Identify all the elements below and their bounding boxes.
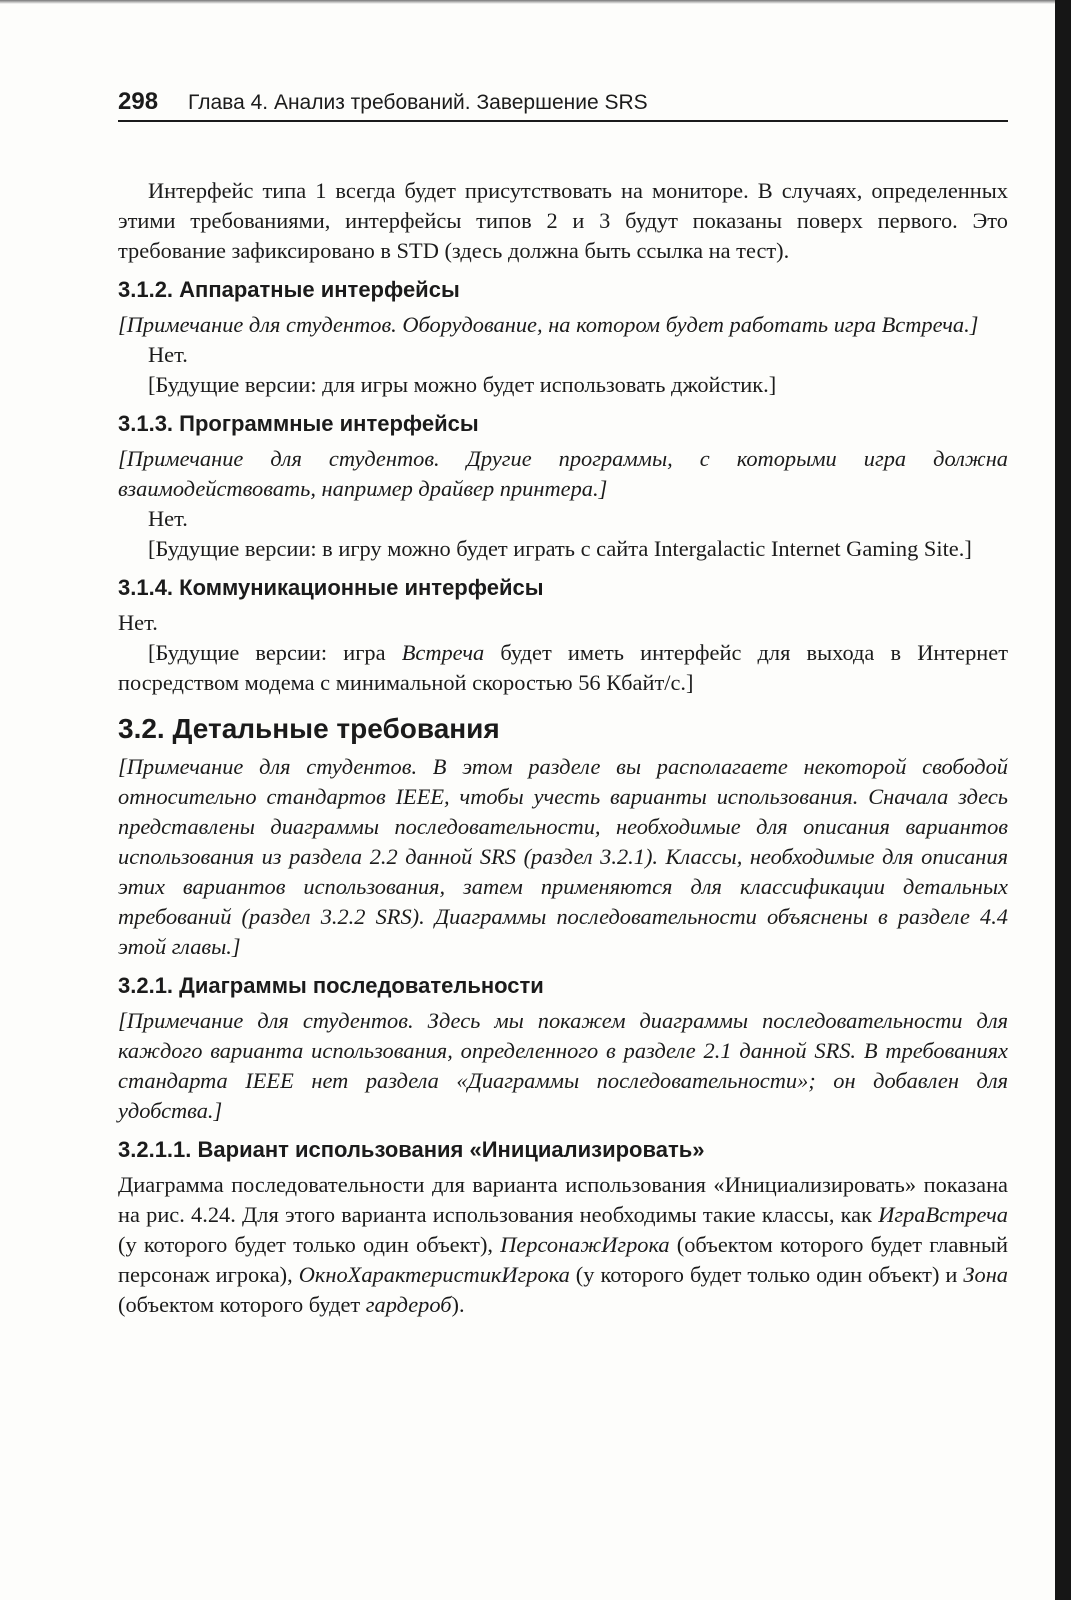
- heading-software-interfaces: 3.1.3. Программные интерфейсы: [118, 411, 479, 436]
- paragraph-interface-types: Интерфейс типа 1 всегда будет присутствовать на мониторе. В случаях, определенных этими требованиями, интерфейсы типов 2 и 3 будут показаны поверх первого. Это требование зафиксировано в STD (здесь должна быть ссылка на тест).: [118, 178, 1008, 263]
- scan-binding-edge: [1055, 0, 1071, 1600]
- note-sequence-diagrams: [Примечание для студентов. Здесь мы покажем диаграммы последовательности для каждого варианта использования, определенного в разделе 2.1 данной SRS. В требованиях стандарта IEEE нет раздела «Диаграммы последовательности»; он добавлен для удобства.]: [118, 1008, 1008, 1123]
- text-run-italic: Зона: [963, 1262, 1008, 1287]
- paragraph-future-versions: [118, 638, 1008, 698]
- heading-detailed-requirements: 3.2. Детальные требования: [118, 713, 500, 744]
- paragraph-none: Нет.: [118, 610, 158, 635]
- text-run-italic: гардероб: [365, 1292, 452, 1317]
- text-run: будет иметь интерфейс для выхода в Интернет посредством модема с минимальной скоростью 56 Кбайт/с.]: [118, 640, 1008, 695]
- note-detailed-requirements: [Примечание для студентов. В этом разделе вы располагаете некоторой свободой относительно стандартов IEEE, чтобы учесть варианты использования. Сначала здесь представлены диаграммы последовательности, необходимые для описания вариантов использования из раздела 2.2 данной SRS (раздел 3.2.1). Классы, необходимые для описания этих вариантов использования, затем применяются для классификации детальных требований (раздел 3.2.2 SRS). Диаграммы последовательности объяснены в разделе 4.4 этой главы.]: [118, 754, 1008, 959]
- book-page: [118, 88, 1008, 1320]
- heading-communication-interfaces: 3.1.4. Коммуникационные интерфейсы: [118, 575, 544, 600]
- text-run: ).: [451, 1292, 465, 1317]
- page-body: [118, 176, 1008, 1320]
- paragraph-future-versions: [Будущие версии: для игры можно будет использовать джойстик.]: [148, 372, 777, 397]
- text-run-italic: Встреча: [401, 640, 485, 665]
- scan-top-edge: [0, 0, 1071, 4]
- text-run: (у которого будет только один объект) и: [569, 1262, 964, 1287]
- running-header: [118, 88, 1008, 122]
- text-run: Диаграмма последовательности для варианта использования «Инициализировать» показана на рис. 4.24. Для этого варианта использования необходимы такие классы, как: [118, 1172, 1008, 1227]
- text-run: (объектом которого будет: [118, 1292, 366, 1317]
- chapter-title: Глава 4. Анализ требований. Завершение SRS: [188, 91, 648, 114]
- paragraph-future-versions: [Будущие версии: в игру можно будет играть с сайта Intergalactic Internet Gaming Site.]: [148, 536, 972, 561]
- heading-hardware-interfaces: 3.1.2. Аппаратные интерфейсы: [118, 277, 460, 302]
- text-run-italic: ОкноХарактеристикИгрока: [298, 1262, 570, 1287]
- text-run: (объектом которого будет главный персонаж игрока),: [118, 1232, 1008, 1287]
- heading-sequence-diagrams: 3.2.1. Диаграммы последовательности: [118, 973, 544, 998]
- note-software-interfaces: [Примечание для студентов. Другие программы, с которыми игра должна взаимодействовать, например драйвер принтера.]: [118, 446, 1008, 501]
- text-run: (у которого будет только один объект),: [118, 1232, 501, 1257]
- text-run-italic: ИграВстреча: [878, 1202, 1008, 1227]
- paragraph-none: Нет.: [148, 342, 188, 367]
- text-run: [Будущие версии: игра: [148, 640, 402, 665]
- paragraph-initialize-classes: [118, 1170, 1008, 1320]
- heading-use-case-initialize: 3.2.1.1. Вариант использования «Инициализировать»: [118, 1137, 705, 1162]
- paragraph-none: Нет.: [148, 506, 188, 531]
- page-number: 298: [118, 88, 159, 115]
- note-hardware-interfaces: [Примечание для студентов. Оборудование, на котором будет работать игра Встреча.]: [118, 312, 979, 337]
- text-run-italic: ПерсонажИгрока: [500, 1232, 670, 1257]
